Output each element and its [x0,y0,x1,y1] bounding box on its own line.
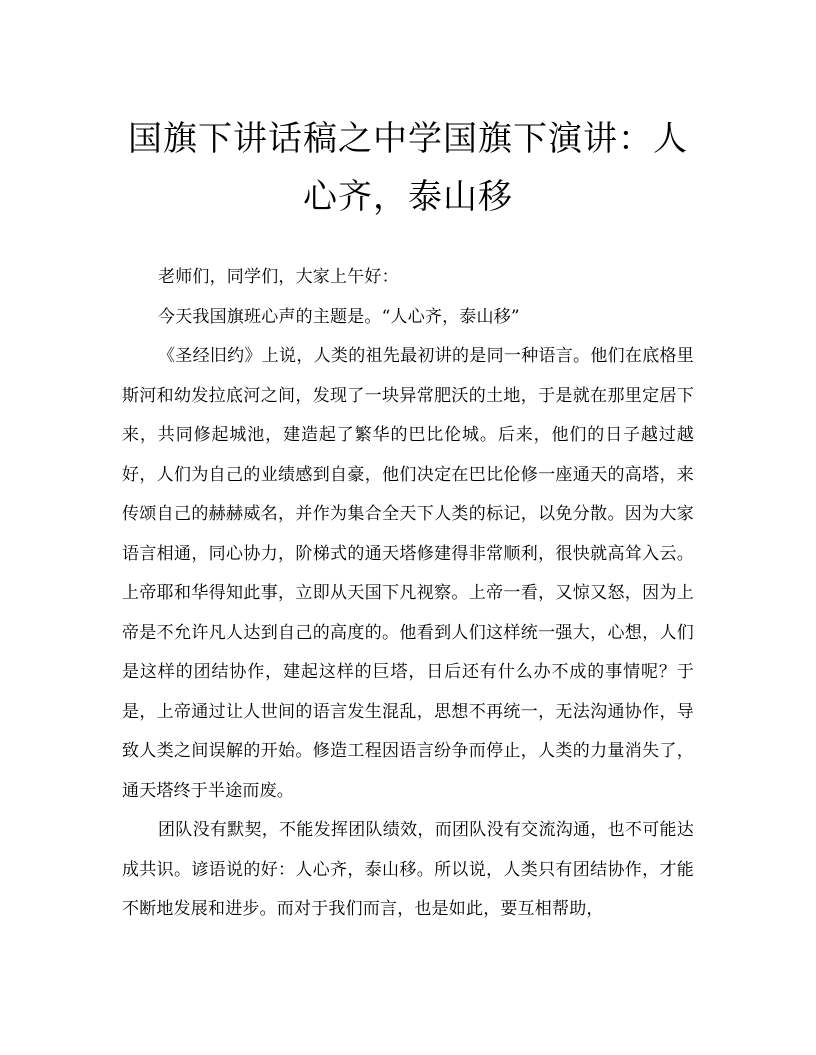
paragraph-teamwork: 团队没有默契，不能发挥团队绩效，而团队没有交流沟通，也不可能达成共识。谚语说的好：人心齐，泰山移。所以说，人类只有团结协作，才能不断地发展和进步。而对于我们而言，也是如此，要互相帮助， [122,820,694,919]
document-body [122,258,694,930]
paragraph-greeting: 老师们，同学们，大家上午好： [158,267,399,287]
document-title: 国旗下讲话稿之中学国旗下演讲：人心齐，泰山移 [128,119,688,217]
paragraph-theme: 今天我国旗班心声的主题是。“人心齐，泰山移” [158,306,520,327]
paragraph-babel-story: 《圣经旧约》上说，人类的祖先最初讲的是同一种语言。他们在底格里斯河和幼发拉底河之间，发现了一块异常肥沃的土地，于是就在那里定居下来，共同修起城池，建造起了繁华的巴比伦城。后来，他们的日子越过越好，人们为自己的业绩感到自豪，他们决定在巴比伦修一座通天的高塔，来传颂自己的赫赫威名，并作为集合全天下人类的标记，以免分散。因为大家语言相通，同心协力，阶梯式的通天塔修建得非常顺利，很快就高耸入云。上帝耶和华得知此事，立即从天国下凡视察。上帝一看，又惊又怒，因为上帝是不允许凡人达到自己的高度的。他看到人们这样统一强大，心想，人们是这样的团结协作，建起这样的巨塔，日后还有什么办不成的事情呢？于是，上帝通过让人世间的语言发生混乱，思想不再统一，无法沟通协作，导致人类之间误解的开始。修造工程因语言纷争而停止，人类的力量消失了，通天塔终于半途而废。 [122,346,694,801]
